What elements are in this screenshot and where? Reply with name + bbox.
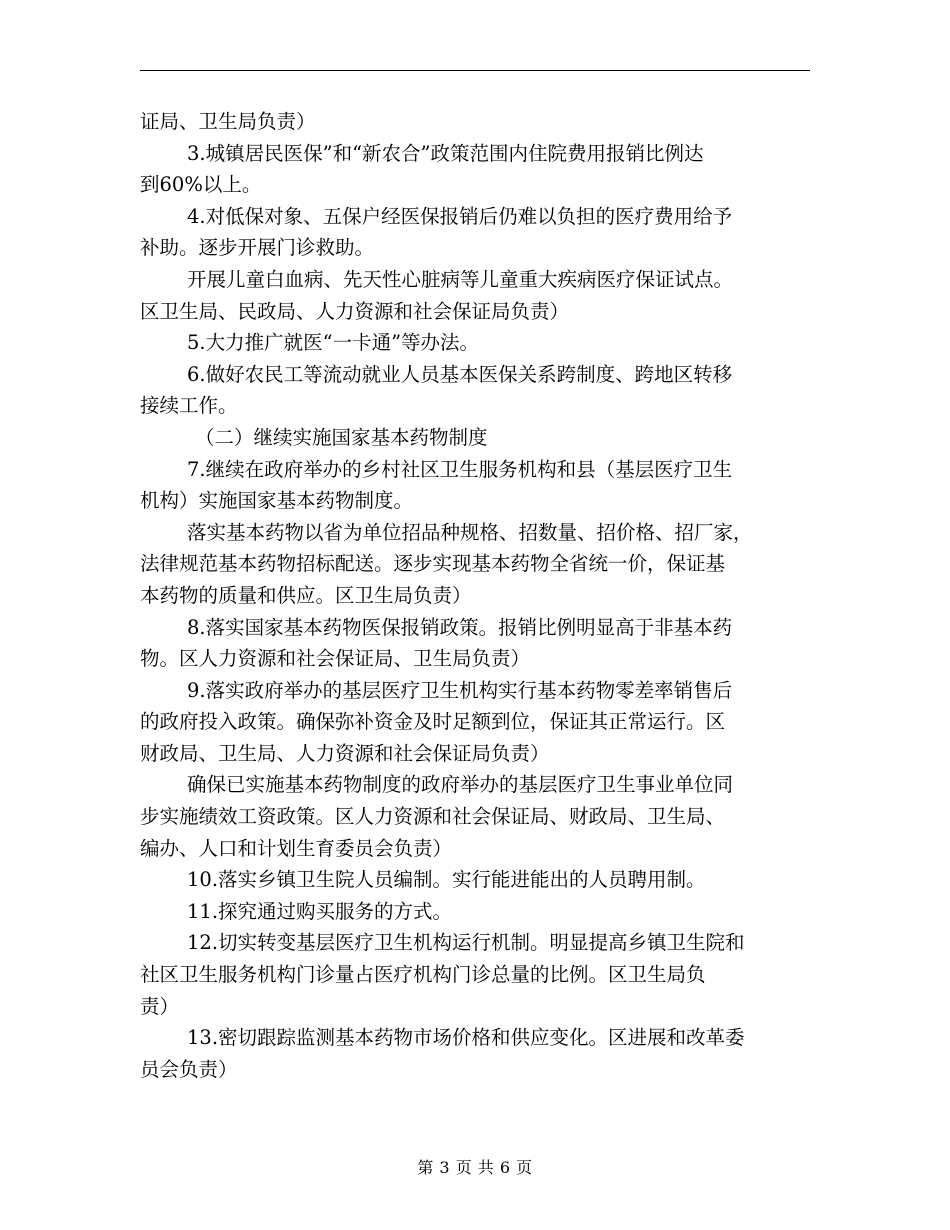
paragraph-line: 法律规范基本药物招标配送。逐步实现基本药物全省统一价，保证基 xyxy=(140,552,726,576)
paragraph xyxy=(140,359,810,422)
document-body xyxy=(140,106,810,1085)
paragraph xyxy=(140,454,810,517)
paragraph-line: 落实基本药物以省为单位招品种规格、招数量、招价格、招厂家， xyxy=(187,520,753,544)
paragraph-line: 11.探究通过购买服务的方式。 xyxy=(187,899,453,923)
paragraph xyxy=(140,675,810,770)
paragraph xyxy=(140,264,810,327)
paragraph xyxy=(140,896,810,928)
paragraph-line: 12.切实转变基层医疗卫生机构运行机制。明显提高乡镇卫生院和 xyxy=(187,931,745,955)
header-rule xyxy=(140,70,810,71)
paragraph xyxy=(140,927,810,1022)
paragraph-line: 到60%以上。 xyxy=(140,173,262,197)
paragraph-line: 的政府投入政策。确保弥补资金及时足额到位，保证其正常运行。区 xyxy=(140,710,726,734)
paragraph-line: 确保已实施基本药物制度的政府举办的基层医疗卫生事业单位同 xyxy=(187,773,734,797)
paragraph-line: 编办、人口和计划生育委员会负责） xyxy=(140,836,453,860)
paragraph-line: 13.密切跟踪监测基本药物市场价格和供应变化。区进展和改革委 xyxy=(187,1026,745,1050)
paragraph-line: 5.大力推广就医“一卡通”等办法。 xyxy=(187,331,480,355)
paragraph-line: 机构）实施国家基本药物制度。 xyxy=(140,489,414,513)
paragraph-line: 开展儿童白血病、先天性心脏病等儿童重大疾病医疗保证试点。 xyxy=(187,267,734,291)
paragraph xyxy=(140,138,810,201)
paragraph-line: 接续工作。 xyxy=(140,394,238,418)
paragraph-line: 责） xyxy=(140,994,180,1018)
paragraph-line: 9.落实政府举办的基层医疗卫生机构实行基本药物零差率销售后 xyxy=(187,678,733,702)
paragraph-line: 8.落实国家基本药物医保报销政策。报销比例明显高于非基本药 xyxy=(187,615,733,639)
paragraph-line: 6.做好农民工等流动就业人员基本医保关系跨制度、跨地区转移 xyxy=(187,362,733,386)
paragraph-line: 社区卫生服务机构门诊量占医疗机构门诊总量的比例。区卫生局负 xyxy=(140,963,706,987)
paragraph xyxy=(140,106,810,138)
paragraph-line: 员会负责） xyxy=(140,1057,238,1081)
paragraph xyxy=(140,517,810,612)
paragraph-line: 7.继续在政府举办的乡村社区卫生服务机构和县（基层医疗卫生 xyxy=(187,457,733,481)
paragraph xyxy=(140,201,810,264)
paragraph-line: 4.对低保对象、五保户经医保报销后仍难以负担的医疗费用给予 xyxy=(187,204,733,228)
paragraph xyxy=(140,422,810,454)
paragraph xyxy=(140,864,810,896)
paragraph xyxy=(140,612,810,675)
paragraph-line: 区卫生局、民政局、人力资源和社会保证局负责） xyxy=(140,299,570,323)
paragraph-line: 10.落实乡镇卫生院人员编制。实行能进能出的人员聘用制。 xyxy=(187,868,706,892)
paragraph-line: 物。区人力资源和社会保证局、卫生局负责） xyxy=(140,647,531,671)
paragraph xyxy=(140,1022,810,1085)
page-footer xyxy=(0,1155,950,1178)
paragraph xyxy=(140,327,810,359)
paragraph-line: 证局、卫生局负责） xyxy=(140,110,316,133)
paragraph xyxy=(140,769,810,864)
paragraph-line: 3.城镇居民医保”和“新农合”政策范围内住院费用报销比例达 xyxy=(187,141,704,165)
page-number-label: 第 3 页 共 6 页 xyxy=(417,1158,533,1177)
paragraph-line: 补助。逐步开展门诊救助。 xyxy=(140,236,375,260)
paragraph-line: 财政局、卫生局、人力资源和社会保证局负责） xyxy=(140,741,550,765)
paragraph-line: 步实施绩效工资政策。区人力资源和社会保证局、财政局、卫生局、 xyxy=(140,805,726,829)
paragraph-line: （二）继续实施国家基本药物制度 xyxy=(195,425,488,449)
paragraph-line: 本药物的质量和供应。区卫生局负责） xyxy=(140,583,472,607)
